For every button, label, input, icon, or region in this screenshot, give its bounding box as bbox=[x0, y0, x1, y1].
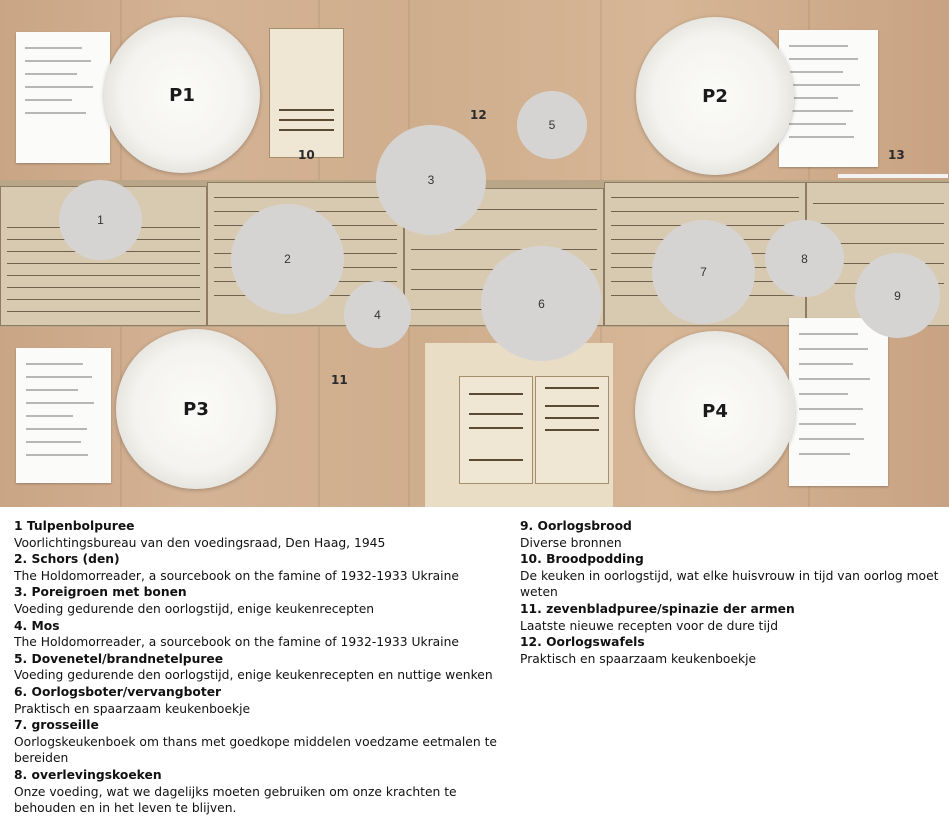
menu-sheet bbox=[789, 318, 888, 486]
plate-p1 bbox=[104, 17, 260, 173]
menu-sheet bbox=[16, 348, 111, 483]
plate-p2 bbox=[636, 17, 794, 175]
legend bbox=[0, 515, 949, 816]
dish-marker-9: 9 bbox=[855, 253, 940, 338]
legend-entry bbox=[520, 518, 940, 551]
legend-entry-title: 2. Schors (den) bbox=[14, 552, 120, 567]
legend-entry bbox=[14, 717, 514, 767]
legend-entry-source: The Holdomorreader, a sourcebook on the famine of 1932-1933 Ukraine bbox=[14, 635, 459, 650]
legend-left-column bbox=[14, 518, 514, 817]
legend-entry-source: Onze voeding, wat we dagelijks moeten gebruiken om onze krachten te behouden en in het leven te blijven. bbox=[14, 784, 457, 816]
legend-entry bbox=[14, 551, 514, 584]
legend-entry bbox=[14, 584, 514, 617]
booklet bbox=[269, 28, 344, 158]
legend-entry-source: Oorlogskeukenboek om thans met goedkope middelen voedzame eetmalen te bereiden bbox=[14, 734, 497, 766]
legend-entry bbox=[14, 618, 514, 651]
legend-right-column bbox=[520, 518, 940, 667]
plate-label: P1 bbox=[169, 84, 195, 106]
legend-entry bbox=[14, 767, 514, 817]
dish-marker-2: 2 bbox=[231, 204, 344, 314]
dish-marker-3: 3 bbox=[376, 125, 486, 235]
plate-label: P3 bbox=[183, 398, 209, 420]
legend-entry-title: 5. Dovenetel/brandnetelpuree bbox=[14, 651, 224, 666]
plate-p3 bbox=[116, 329, 276, 489]
legend-entry-title: 6. Oorlogsboter/vervangboter bbox=[14, 684, 222, 699]
legend-entry-title: 3. Poreigroen met bonen bbox=[14, 585, 187, 600]
label-13: 13 bbox=[888, 148, 905, 162]
legend-entry bbox=[14, 651, 514, 684]
dish-marker-7: 7 bbox=[652, 220, 755, 324]
plate-label: P4 bbox=[702, 400, 728, 422]
legend-entry-title: 11. zevenbladpuree/spinazie der armen bbox=[520, 601, 795, 616]
label-12: 12 bbox=[470, 108, 487, 122]
dish-marker-4: 4 bbox=[344, 281, 411, 348]
legend-entry bbox=[520, 551, 940, 601]
legend-entry-source: Diverse bronnen bbox=[520, 535, 622, 550]
legend-entry-title: 7. grosseille bbox=[14, 718, 99, 733]
plate-label: P2 bbox=[702, 85, 728, 107]
dish-marker-8: 8 bbox=[765, 220, 844, 297]
label-11: 11 bbox=[331, 373, 348, 387]
dish-marker-6: 6 bbox=[481, 246, 602, 361]
legend-entry-source: Voeding gedurende den oorlogstijd, enige keukenrecepten en nuttige wenken bbox=[14, 668, 493, 683]
plate-p4 bbox=[635, 331, 795, 491]
booklet bbox=[535, 376, 609, 484]
legend-entry-source: Voorlichtingsbureau van den voedingsraad, Den Haag, 1945 bbox=[14, 535, 386, 550]
legend-entry-source: Praktisch en spaarzaam keukenboekje bbox=[520, 651, 757, 666]
legend-entry-title: 1 Tulpenbolpuree bbox=[14, 519, 135, 533]
booklet bbox=[459, 376, 533, 484]
legend-entry-title: 8. overlevingskoeken bbox=[14, 767, 162, 782]
legend-entry bbox=[520, 601, 940, 634]
legend-entry-title: 12. Oorlogswafels bbox=[520, 635, 645, 650]
legend-entry-title: 10. Broodpodding bbox=[520, 552, 644, 567]
legend-entry bbox=[520, 634, 940, 667]
paper-strip bbox=[838, 174, 948, 178]
dish-marker-5: 5 bbox=[517, 91, 587, 159]
legend-entry-title: 9. Oorlogsbrood bbox=[520, 519, 632, 533]
legend-entry-source: Laatste nieuwe recepten voor de dure tijd bbox=[520, 618, 779, 633]
legend-entry-source: De keuken in oorlogstijd, wat elke huisvrouw in tijd van oorlog moet weten bbox=[520, 568, 939, 600]
menu-sheet bbox=[16, 32, 110, 163]
legend-entry-source: Voeding gedurende den oorlogstijd, enige keukenrecepten bbox=[14, 601, 375, 616]
label-10: 10 bbox=[298, 148, 315, 162]
legend-entry bbox=[14, 518, 514, 551]
legend-entry-source: The Holdomorreader, a sourcebook on the famine of 1932-1933 Ukraine bbox=[14, 568, 459, 583]
legend-entry-title: 4. Mos bbox=[14, 618, 60, 633]
legend-entry-source: Praktisch en spaarzaam keukenboekje bbox=[14, 701, 251, 716]
dish-marker-1: 1 bbox=[59, 180, 142, 260]
legend-entry bbox=[14, 684, 514, 717]
